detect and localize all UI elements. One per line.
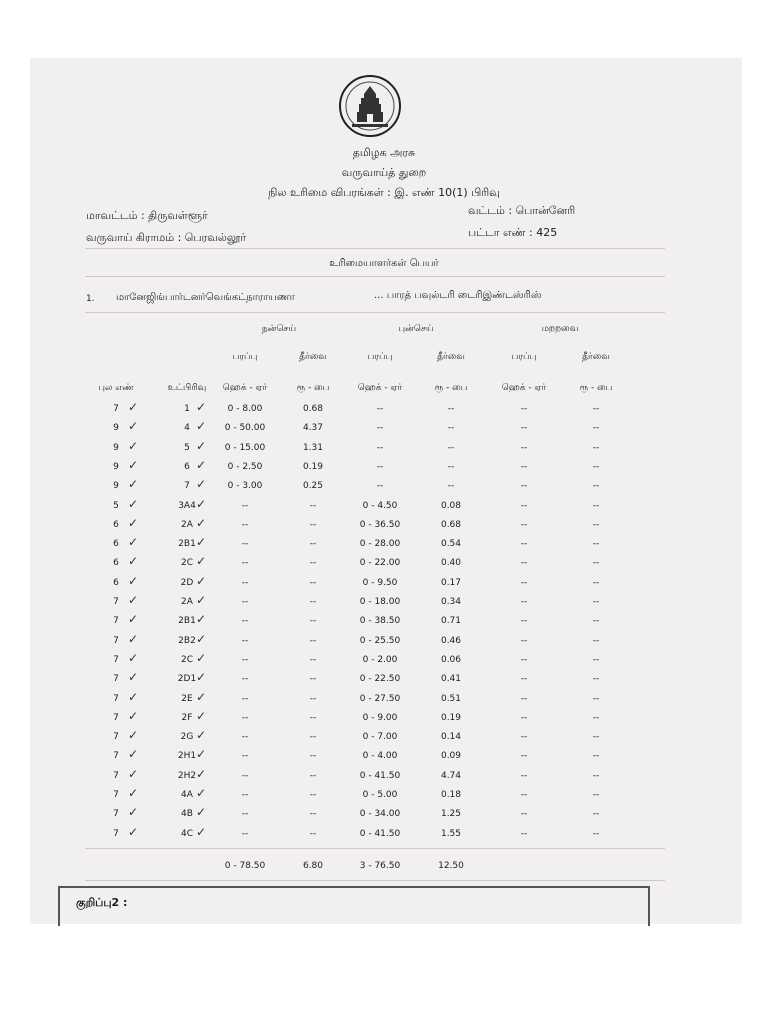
table-cell: 2H2 <box>177 771 197 781</box>
table-cell: -- <box>376 462 384 472</box>
table-cell: 6 <box>184 462 190 472</box>
check-mark-icon: ✓ <box>128 805 139 819</box>
table-cell: -- <box>592 423 600 433</box>
table-cell: -- <box>376 423 384 433</box>
check-mark-icon: ✓ <box>196 477 207 491</box>
column-heading: உட்பிரிவு <box>167 383 207 393</box>
table-cell: 0 - 2.50 <box>227 462 263 472</box>
table-cell: -- <box>309 829 317 839</box>
table-cell: -- <box>520 790 528 800</box>
table-cell: 0 - 7.00 <box>362 732 398 742</box>
table-cell: 7 <box>113 771 119 781</box>
table-cell: -- <box>520 655 528 665</box>
table-cell: 0 - 34.00 <box>359 809 401 819</box>
table-cell: -- <box>241 809 249 819</box>
table-cell: -- <box>520 809 528 819</box>
check-mark-icon: ✓ <box>128 767 139 781</box>
village-label: வருவாய் கிராமம் : பெரவல்லூர் <box>86 231 247 244</box>
total-cell: 0 - 78.50 <box>224 861 266 871</box>
table-cell: -- <box>309 713 317 723</box>
check-mark-icon: ✓ <box>196 497 207 511</box>
table-cell: -- <box>592 809 600 819</box>
check-mark-icon: ✓ <box>196 632 207 646</box>
total-cell: 3 - 76.50 <box>359 861 401 871</box>
table-cell: -- <box>520 481 528 491</box>
table-cell: -- <box>309 501 317 511</box>
table-cell: 0.19 <box>440 713 462 723</box>
table-cell: 0 - 22.00 <box>359 558 401 568</box>
table-cell: 9 <box>113 481 119 491</box>
table-cell: -- <box>241 501 249 511</box>
check-mark-icon: ✓ <box>128 728 139 742</box>
table-cell: 2G <box>180 732 194 742</box>
table-cell: 2E <box>181 694 193 704</box>
check-mark-icon: ✓ <box>196 612 207 626</box>
table-cell: 9 <box>113 423 119 433</box>
table-cell: 7 <box>113 694 119 704</box>
check-mark-icon: ✓ <box>128 747 139 761</box>
table-cell: -- <box>241 597 249 607</box>
table-cell: -- <box>592 501 600 511</box>
table-cell: -- <box>376 404 384 414</box>
table-cell: -- <box>592 790 600 800</box>
table-cell: -- <box>447 404 455 414</box>
table-cell: -- <box>241 616 249 626</box>
table-cell: -- <box>447 443 455 453</box>
group-heading: புன்செய் <box>398 324 434 334</box>
column-heading: ரூ - பை <box>579 383 613 393</box>
table-cell: 7 <box>113 713 119 723</box>
table-cell: -- <box>592 520 600 530</box>
table-cell: 9 <box>113 443 119 453</box>
table-cell: 0 - 41.50 <box>359 771 401 781</box>
note-label: குறிப்பு2 : <box>76 896 128 909</box>
table-cell: 4A <box>181 790 193 800</box>
table-cell: -- <box>309 578 317 588</box>
table-cell: -- <box>241 520 249 530</box>
table-cell: -- <box>592 616 600 626</box>
check-mark-icon: ✓ <box>128 786 139 800</box>
table-cell: -- <box>241 674 249 684</box>
table-cell: 1 <box>184 404 190 414</box>
check-mark-icon: ✓ <box>196 825 207 839</box>
table-cell: 0 - 9.00 <box>362 713 398 723</box>
table-cell: 6 <box>113 558 119 568</box>
sub-heading: பரப்பு <box>367 352 393 362</box>
table-cell: 6 <box>113 520 119 530</box>
sub-heading: தீர்வை <box>582 352 610 362</box>
table-cell: -- <box>520 578 528 588</box>
table-cell: 7 <box>113 732 119 742</box>
table-cell: 0 - 50.00 <box>224 423 266 433</box>
table-cell: 0 - 22.50 <box>359 674 401 684</box>
table-cell: -- <box>592 694 600 704</box>
table-cell: -- <box>309 558 317 568</box>
check-mark-icon: ✓ <box>128 709 139 723</box>
table-cell: -- <box>520 558 528 568</box>
table-cell: 0 - 2.00 <box>362 655 398 665</box>
table-cell: -- <box>241 558 249 568</box>
table-cell: -- <box>520 694 528 704</box>
table-cell: -- <box>592 713 600 723</box>
table-cell: 4.37 <box>302 423 324 433</box>
table-cell: 2D1 <box>177 674 197 684</box>
table-cell: 6 <box>113 539 119 549</box>
column-heading: ஹெக் - ஏர் <box>501 383 547 393</box>
table-cell: -- <box>309 809 317 819</box>
table-cell: 7 <box>113 616 119 626</box>
table-cell: 1.25 <box>440 809 462 819</box>
table-cell: 2A <box>181 520 193 530</box>
table-cell: 1.55 <box>440 829 462 839</box>
sub-heading: தீர்வை <box>299 352 327 362</box>
table-cell: -- <box>447 481 455 491</box>
table-cell: -- <box>241 829 249 839</box>
table-cell: 7 <box>113 751 119 761</box>
check-mark-icon: ✓ <box>196 574 207 588</box>
table-cell: -- <box>592 481 600 491</box>
table-cell: -- <box>592 558 600 568</box>
table-cell: 2B2 <box>178 636 196 646</box>
patta-number-label: பட்டா எண் : 425 <box>468 226 558 239</box>
check-mark-icon: ✓ <box>128 554 139 568</box>
table-cell: -- <box>592 636 600 646</box>
divider <box>85 880 665 881</box>
check-mark-icon: ✓ <box>128 439 139 453</box>
table-cell: 2C <box>180 558 193 568</box>
table-cell: -- <box>376 481 384 491</box>
check-mark-icon: ✓ <box>128 825 139 839</box>
table-cell: -- <box>520 713 528 723</box>
table-cell: -- <box>241 655 249 665</box>
check-mark-icon: ✓ <box>196 786 207 800</box>
check-mark-icon: ✓ <box>128 670 139 684</box>
total-cell: 6.80 <box>302 861 324 871</box>
check-mark-icon: ✓ <box>128 535 139 549</box>
check-mark-icon: ✓ <box>196 439 207 453</box>
table-cell: 0.18 <box>440 790 462 800</box>
table-cell: 7 <box>113 790 119 800</box>
check-mark-icon: ✓ <box>196 535 207 549</box>
note-box <box>58 886 650 926</box>
sub-heading: பரப்பு <box>232 352 258 362</box>
table-cell: 2C <box>180 655 193 665</box>
table-cell: -- <box>376 443 384 453</box>
table-cell: 7 <box>184 481 190 491</box>
table-cell: -- <box>592 829 600 839</box>
check-mark-icon: ✓ <box>196 458 207 472</box>
table-cell: 6 <box>113 578 119 588</box>
table-cell: 0 - 36.50 <box>359 520 401 530</box>
table-cell: 0.34 <box>440 597 462 607</box>
check-mark-icon: ✓ <box>128 497 139 511</box>
sub-heading: தீர்வை <box>437 352 465 362</box>
table-cell: 0 - 5.00 <box>362 790 398 800</box>
column-heading: புல எண் <box>98 383 134 393</box>
table-cell: -- <box>592 404 600 414</box>
table-cell: -- <box>520 520 528 530</box>
table-cell: -- <box>592 655 600 665</box>
table-cell: -- <box>520 636 528 646</box>
table-cell: 2H1 <box>177 751 197 761</box>
table-cell: -- <box>447 423 455 433</box>
check-mark-icon: ✓ <box>196 747 207 761</box>
table-cell: 4B <box>181 809 193 819</box>
column-heading: ஹெக் - ஏர் <box>222 383 268 393</box>
check-mark-icon: ✓ <box>128 458 139 472</box>
table-cell: 7 <box>113 655 119 665</box>
total-cell: 12.50 <box>438 861 464 871</box>
table-cell: -- <box>241 578 249 588</box>
table-cell: -- <box>520 751 528 761</box>
table-cell: 0 - 9.50 <box>362 578 398 588</box>
table-cell: 2B1 <box>178 616 196 626</box>
check-mark-icon: ✓ <box>128 516 139 530</box>
table-cell: -- <box>592 751 600 761</box>
tamilnadu-emblem-icon <box>338 74 402 138</box>
table-cell: 5 <box>113 501 119 511</box>
table-cell: -- <box>309 597 317 607</box>
table-cell: -- <box>447 462 455 472</box>
table-cell: 7 <box>113 829 119 839</box>
table-cell: -- <box>520 423 528 433</box>
table-cell: 2D <box>180 578 194 588</box>
owner-name: மானேஜிங்பார்டனர்வெங்கட்நாராயணா <box>116 292 295 303</box>
table-cell: -- <box>592 443 600 453</box>
table-cell: 0 - 41.50 <box>359 829 401 839</box>
table-cell: 0.08 <box>440 501 462 511</box>
table-cell: 9 <box>113 462 119 472</box>
check-mark-icon: ✓ <box>196 593 207 607</box>
document-title: நில உரிமை விபரங்கள் : இ. எண் 10(1) பிரிவு <box>268 186 500 199</box>
table-cell: 0.71 <box>440 616 462 626</box>
check-mark-icon: ✓ <box>196 690 207 704</box>
table-cell: -- <box>309 616 317 626</box>
table-cell: -- <box>520 462 528 472</box>
check-mark-icon: ✓ <box>128 651 139 665</box>
check-mark-icon: ✓ <box>128 574 139 588</box>
table-cell: -- <box>592 771 600 781</box>
check-mark-icon: ✓ <box>128 612 139 626</box>
table-cell: -- <box>309 520 317 530</box>
check-mark-icon: ✓ <box>196 400 207 414</box>
table-cell: -- <box>592 578 600 588</box>
table-cell: 4.74 <box>440 771 462 781</box>
table-cell: -- <box>520 829 528 839</box>
table-cell: -- <box>241 751 249 761</box>
table-cell: -- <box>520 732 528 742</box>
table-cell: -- <box>241 790 249 800</box>
table-cell: -- <box>241 694 249 704</box>
owners-title: உரிமையாளர்கள் பெயர் <box>329 258 439 269</box>
department-title: வருவாய்த் துறை <box>341 166 427 179</box>
group-heading: நன்செய் <box>261 324 297 334</box>
table-bottom-rule <box>85 848 665 849</box>
govt-title: தமிழக அரசு <box>352 146 416 159</box>
table-cell: 0 - 28.00 <box>359 539 401 549</box>
table-cell: 0 - 4.50 <box>362 501 398 511</box>
check-mark-icon: ✓ <box>196 728 207 742</box>
table-cell: 1.31 <box>302 443 324 453</box>
table-cell: 0 - 18.00 <box>359 597 401 607</box>
table-cell: -- <box>592 597 600 607</box>
table-cell: -- <box>520 771 528 781</box>
check-mark-icon: ✓ <box>196 419 207 433</box>
divider <box>85 276 665 277</box>
table-cell: 7 <box>113 404 119 414</box>
table-cell: -- <box>592 462 600 472</box>
table-cell: 0 - 27.50 <box>359 694 401 704</box>
table-cell: 0.41 <box>440 674 462 684</box>
table-cell: 0.54 <box>440 539 462 549</box>
table-cell: -- <box>520 404 528 414</box>
table-cell: -- <box>520 443 528 453</box>
table-cell: 0.17 <box>440 578 462 588</box>
check-mark-icon: ✓ <box>196 651 207 665</box>
table-cell: -- <box>309 790 317 800</box>
table-cell: -- <box>520 597 528 607</box>
column-heading: ரூ - பை <box>434 383 468 393</box>
check-mark-icon: ✓ <box>196 554 207 568</box>
table-cell: 0.68 <box>440 520 462 530</box>
check-mark-icon: ✓ <box>196 767 207 781</box>
table-cell: 3A4 <box>178 501 196 511</box>
check-mark-icon: ✓ <box>196 805 207 819</box>
table-cell: 0 - 4.00 <box>362 751 398 761</box>
table-cell: 2A <box>181 597 193 607</box>
table-cell: 0.25 <box>302 481 324 491</box>
table-cell: 7 <box>113 636 119 646</box>
table-cell: 0.68 <box>302 404 324 414</box>
check-mark-icon: ✓ <box>196 709 207 723</box>
table-cell: -- <box>241 713 249 723</box>
table-cell: -- <box>241 539 249 549</box>
table-cell: 0.14 <box>440 732 462 742</box>
table-cell: -- <box>309 751 317 761</box>
table-cell: 4C <box>180 829 193 839</box>
column-heading: ரூ - பை <box>296 383 330 393</box>
table-cell: 0 - 8.00 <box>227 404 263 414</box>
table-cell: -- <box>309 732 317 742</box>
table-cell: -- <box>309 539 317 549</box>
table-cell: 0.09 <box>440 751 462 761</box>
table-cell: 0 - 15.00 <box>224 443 266 453</box>
table-cell: 2F <box>181 713 193 723</box>
table-cell: 0.19 <box>302 462 324 472</box>
table-cell: 0 - 38.50 <box>359 616 401 626</box>
table-cell: 0.06 <box>440 655 462 665</box>
table-cell: 0.40 <box>440 558 462 568</box>
table-cell: -- <box>592 539 600 549</box>
check-mark-icon: ✓ <box>128 477 139 491</box>
table-cell: -- <box>592 674 600 684</box>
table-cell: -- <box>592 732 600 742</box>
table-cell: 5 <box>184 443 190 453</box>
table-cell: 7 <box>113 809 119 819</box>
column-heading: ஹெக் - ஏர் <box>357 383 403 393</box>
table-cell: -- <box>520 674 528 684</box>
check-mark-icon: ✓ <box>128 419 139 433</box>
divider <box>85 312 665 313</box>
check-mark-icon: ✓ <box>196 516 207 530</box>
table-cell: 4 <box>184 423 190 433</box>
owner-relation: ... பாரத் பவுல்டரி டைரிஇண்டஸ்ரிஸ் <box>374 290 542 301</box>
table-cell: 7 <box>113 597 119 607</box>
check-mark-icon: ✓ <box>196 670 207 684</box>
table-cell: 7 <box>113 674 119 684</box>
table-cell: 0.46 <box>440 636 462 646</box>
district-label: மாவட்டம் : திருவள்ளூர் <box>86 209 208 222</box>
table-cell: 0 - 3.00 <box>227 481 263 491</box>
table-cell: 0 - 25.50 <box>359 636 401 646</box>
check-mark-icon: ✓ <box>128 632 139 646</box>
table-cell: -- <box>241 732 249 742</box>
table-cell: -- <box>309 771 317 781</box>
table-cell: 0.51 <box>440 694 462 704</box>
check-mark-icon: ✓ <box>128 400 139 414</box>
taluk-label: வட்டம் : பொன்னேரி <box>468 204 576 217</box>
group-heading: மறறவை <box>541 324 579 334</box>
divider <box>85 248 665 249</box>
table-cell: -- <box>309 655 317 665</box>
table-cell: -- <box>520 616 528 626</box>
table-cell: -- <box>309 694 317 704</box>
table-cell: 2B1 <box>178 539 196 549</box>
check-mark-icon: ✓ <box>128 690 139 704</box>
table-cell: -- <box>520 539 528 549</box>
table-cell: -- <box>309 636 317 646</box>
table-cell: -- <box>241 636 249 646</box>
table-cell: -- <box>309 674 317 684</box>
sub-heading: பரப்பு <box>511 352 537 362</box>
table-cell: -- <box>520 501 528 511</box>
check-mark-icon: ✓ <box>128 593 139 607</box>
owner-number: 1. <box>86 294 95 304</box>
table-cell: -- <box>241 771 249 781</box>
